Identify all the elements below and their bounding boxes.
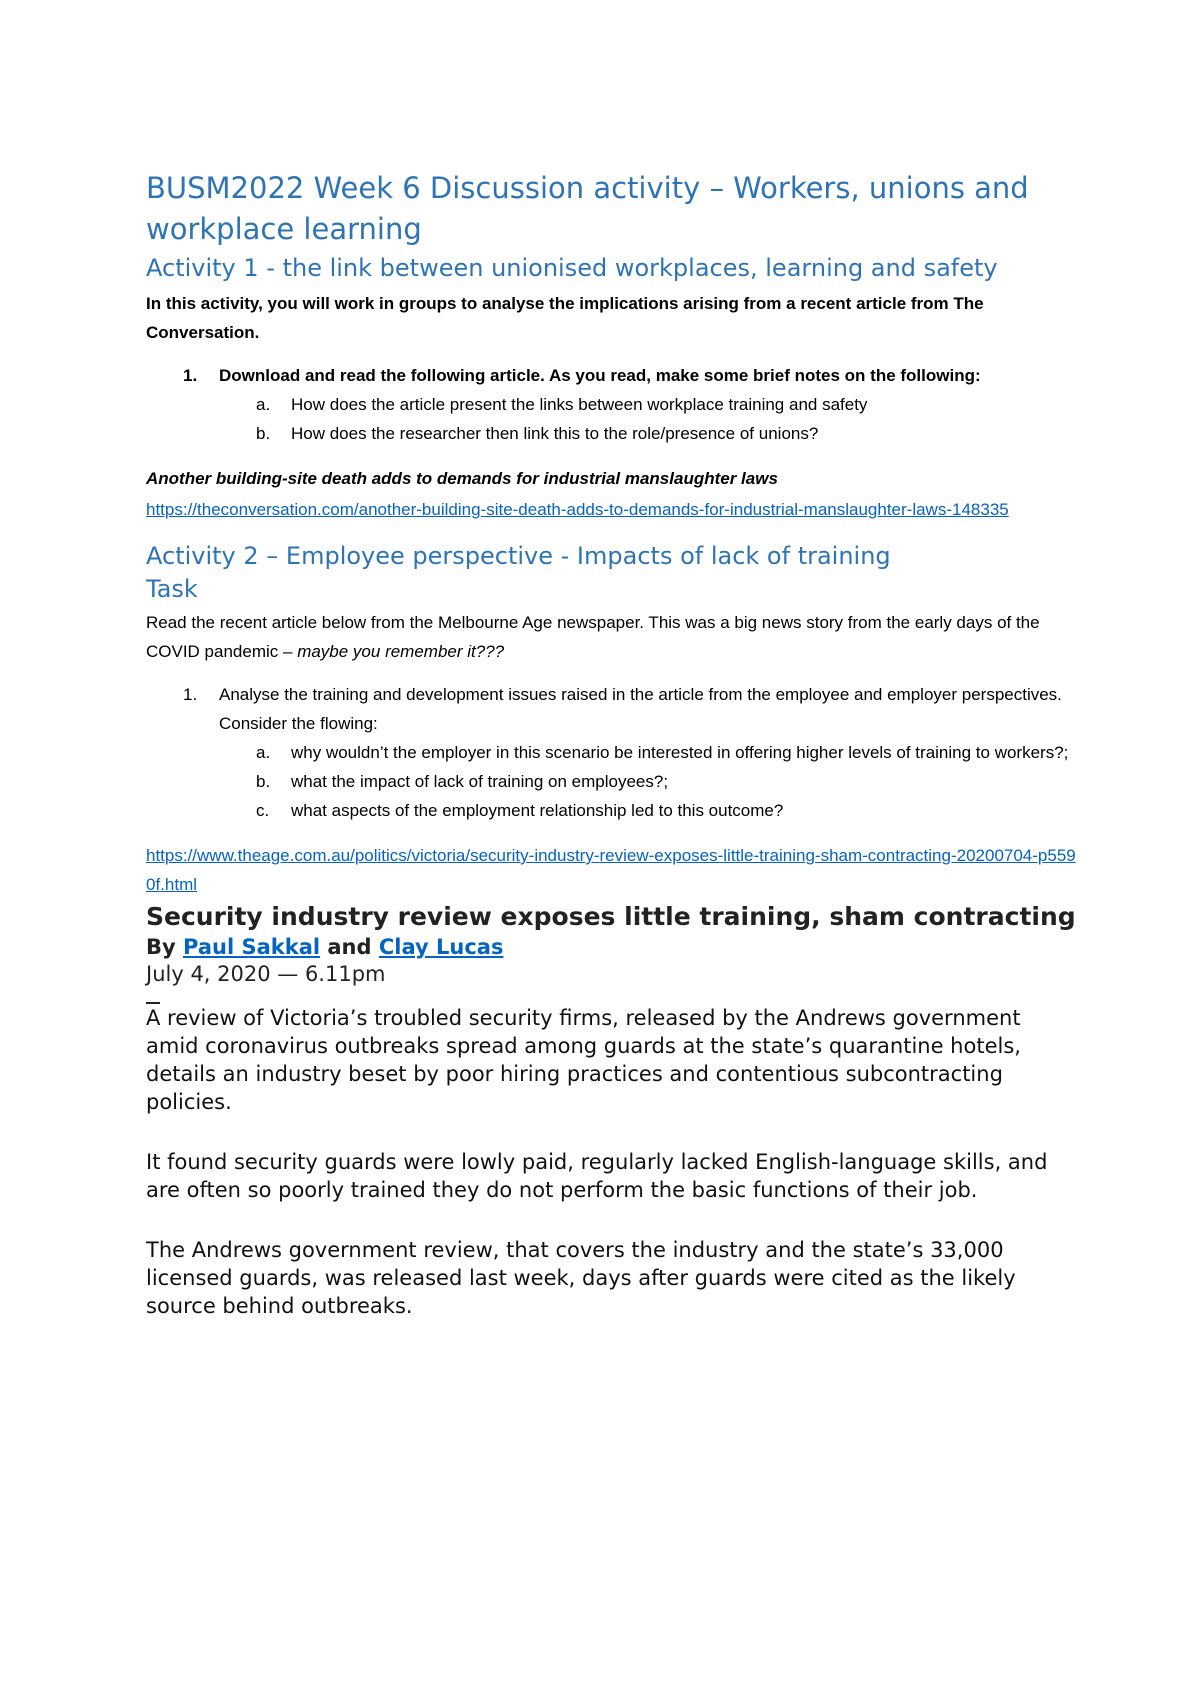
article-byline (146, 933, 1076, 961)
activity1-heading: Activity 1 - the link between unionised workplaces, learning and safety (146, 254, 998, 282)
activity2-sub-item-b (146, 767, 1076, 796)
activity2-sub-item-c (146, 796, 1076, 825)
byline-and: and (327, 935, 372, 959)
article-title: Security industry review exposes little training, sham contracting (146, 902, 1076, 931)
sub-item-text: How does the article present the links between workplace training and safety (291, 395, 868, 414)
article-paragraph-1: A review of Victoria’s troubled security firms, released by the Andrews government amid coronavirus outbreaks spread among guards at the state’s quarantine hotels, details an industry beset by poor hiring practices and contentious subcontracting policies. (146, 1006, 1021, 1114)
author-link-clay-lucas[interactable]: Clay Lucas (378, 935, 504, 959)
list-letter: b. (256, 424, 271, 443)
list-number: 1. (183, 685, 198, 704)
list-letter: b. (256, 772, 271, 791)
sub-item-text: what the impact of lack of training on employees?; (291, 772, 669, 791)
byline-by: By (146, 935, 176, 959)
activity2-intro-italic: maybe you remember it??? (297, 642, 505, 661)
article-date: July 4, 2020 — 6.11pm (146, 962, 386, 986)
sub-item-text: why wouldn’t the employer in this scenario be interested in offering higher levels of training to workers?; (291, 743, 1069, 762)
activity1-list-item (146, 361, 1076, 390)
document-title: BUSM2022 Week 6 Discussion activity – Workers, unions and workplace learning (146, 171, 1029, 246)
list-letter: c. (256, 801, 270, 820)
list-letter: a. (256, 743, 271, 762)
task-heading: Task (146, 575, 198, 603)
list-item-text: Download and read the following article. As you read, make some brief notes on the following: (219, 366, 981, 385)
list-letter: a. (256, 395, 271, 414)
activity1-sub-item-b (146, 419, 1076, 448)
activity2-sub-item-a (146, 738, 1076, 767)
author-link-paul-sakkal[interactable]: Paul Sakkal (183, 935, 321, 959)
activity2-article-link[interactable]: https://www.theage.com.au/politics/victoria/security-industry-review-exposes-little-training-sham-contracting-20200704-p5590f.html (146, 846, 1076, 894)
activity1-intro: In this activity, you will work in groups to analyse the implications arising from a recent article from The Conversation. (146, 294, 984, 342)
document-content (146, 168, 1076, 1320)
activity2-intro-text: Read the recent article below from the Melbourne Age newspaper. This was a big news story from the early days of the COVID pandemic – (146, 613, 1040, 661)
activity2-heading: Activity 2 – Employee perspective - Impacts of lack of training (146, 542, 891, 570)
activity2-list-item (146, 680, 1076, 738)
article-paragraph-2: It found security guards were lowly paid, regularly lacked English-language skills, and are often so poorly trained they do not perform the basic functions of their job. (146, 1150, 1048, 1202)
activity1-article-title: Another building-site death adds to demands for industrial manslaughter laws (146, 469, 778, 488)
sub-item-text: How does the researcher then link this to the role/presence of unions? (291, 424, 819, 443)
list-number: 1. (183, 366, 198, 385)
activity1-sub-item-a (146, 390, 1076, 419)
activity2-intro (146, 608, 1076, 666)
sub-item-text: what aspects of the employment relationship led to this outcome? (291, 801, 784, 820)
activity1-list (146, 361, 1076, 448)
article-paragraph-3: The Andrews government review, that covers the industry and the state’s 33,000 licensed guards, was released last week, days after guards were cited as the likely source behind outbreaks. (146, 1238, 1016, 1318)
activity1-article-link[interactable]: https://theconversation.com/another-building-site-death-adds-to-demands-for-industrial-manslaughter-laws-148335 (146, 500, 1009, 519)
activity2-list (146, 680, 1076, 825)
list-item-text: Analyse the training and development issues raised in the article from the employee and employer perspectives. Consider the flowing: (219, 685, 1062, 733)
